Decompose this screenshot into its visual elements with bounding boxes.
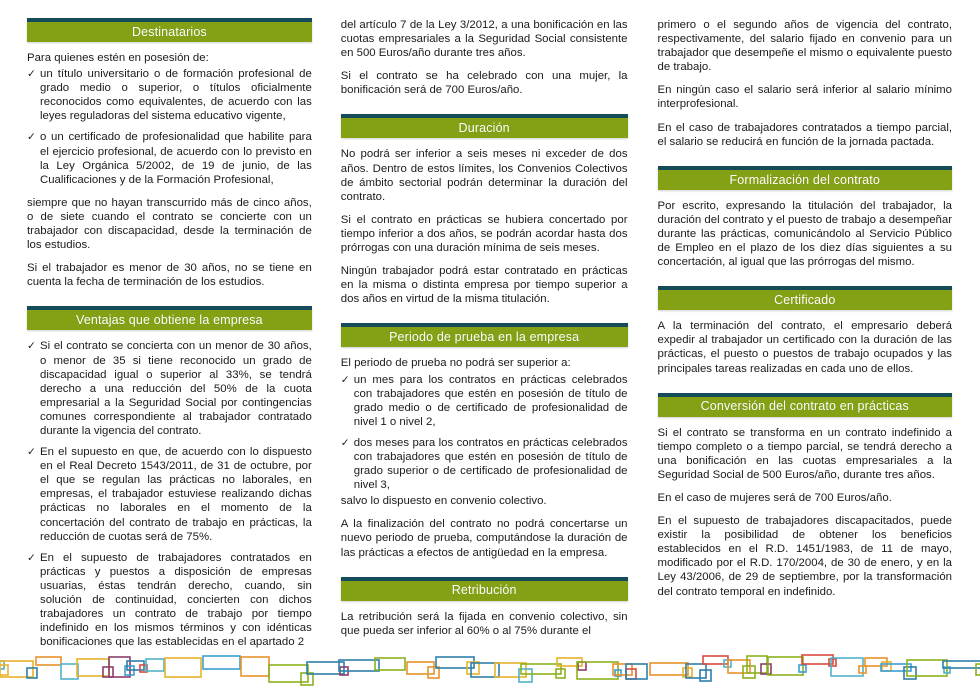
section-title: Certificado	[774, 292, 836, 307]
paragraph-certificado: A la terminación del contrato, el empresario deberá expedir al trabajador un certificado con la duración de las prácticas, el puesto o puestos de trabajo ocupados y las principales tareas realizadas en cada uno de ellos.	[657, 320, 953, 375]
list-item-text: un mes para los contratos en prácticas celebrados con trabajadores que estén en posesión de título de grado medio o de certificado de profesionalidad de nivel 1 o nivel 2,	[353, 373, 628, 428]
list-destinatarios	[27, 67, 312, 187]
list-periodo-prueba	[341, 373, 628, 493]
section-header-destinatarios	[27, 18, 312, 42]
list-item	[27, 551, 312, 650]
paragraph-destinatarios-intro: Para quienes estén en posesión de:	[27, 52, 209, 64]
list-item-text: En el supuesto en que, de acuerdo con lo dispuesto en el Real Decreto 1543/2011, de 31 de octubre, por el que se regulan las prácticas no laborales, en empresas, el trabajador estuviese realizando dichas prácticas no laborales en el momento de la concertación del contrato de trabajo en prácticas, la reducción de cuotas será de 75%.	[40, 446, 312, 543]
paragraph-periodo-prueba-salvo: salvo lo dispuesto en convenio colectivo.	[340, 495, 547, 508]
check-icon: ✓	[340, 373, 350, 386]
section-header-ventajas	[27, 306, 312, 330]
paragraph-duracion-limites: No podrá ser inferior a seis meses ni exceder de dos años. Dentro de estos límites, los Convenios Colectivos de ámbito sectorial podrán determinar la duración del contrato.	[340, 148, 628, 203]
paragraph-retribucion-parcial: En el caso de trabajadores contratados a tiempo parcial, el salario se reducirá en función de la jornada pactada.	[657, 121, 953, 148]
section-title: Periodo de prueba en la empresa	[389, 330, 580, 345]
check-icon: ✓	[27, 446, 36, 459]
check-icon: ✓	[27, 340, 36, 353]
list-item	[27, 130, 312, 186]
paragraph-periodo-prueba-final: A la finalización del contrato no podrá concertarse un nuevo periodo de prueba, computándose la duración de las prácticas a efectos de antigüedad en la empresa.	[340, 518, 628, 559]
paragraph-retribucion-smi: En ningún caso el salario será inferior al salario mínimo interprofesional.	[657, 84, 953, 111]
column-left	[14, 18, 325, 658]
list-item	[341, 436, 628, 492]
list-item-text: o un certificado de profesionalidad que habilite para el ejercicio profesional, de acuerdo con lo previsto en la Ley Orgánica 5/2002, de 19 de junio, de las Cualificaciones y de la Formación Profesional,	[40, 131, 312, 186]
check-icon: ✓	[27, 131, 36, 144]
section-header-formalizacion	[658, 166, 952, 190]
section-header-retribucion	[341, 577, 628, 601]
section-header-periodo-prueba	[341, 323, 628, 347]
list-item	[27, 445, 312, 544]
check-icon: ✓	[340, 436, 350, 449]
paragraph-bonificacion-mujer: Si el contrato se ha celebrado con una mujer, la bonificación será de 700 Euros/año.	[340, 70, 628, 97]
list-item-text: dos meses para los contratos en prácticas celebrados con trabajadores que estén en posesión de título de grado superior o de certificado de profesionalidad de nivel 3,	[353, 436, 628, 492]
section-header-duracion	[341, 114, 628, 138]
section-title: Formalización del contrato	[729, 172, 881, 187]
list-item	[27, 339, 312, 438]
column-middle	[325, 18, 636, 647]
list-item	[27, 67, 312, 123]
paragraph-conversion-discapacitados: En el supuesto de trabajadores discapacitados, puede existir la posibilidad de obtener los beneficios establecidos en el R.D. 1451/1983, de 11 de mayo, modificado por el R.D. 170/2004, de 30 de enero, y en la Ley 43/2006, de 29 de septiembre, por la transformación del contrato temporal en indefinido.	[657, 515, 953, 598]
list-item-text: En el supuesto de trabajadores contratados en prácticas y puestos a disposición de empresas usuarias, éstas tendrán derecho, cuando, sin solución de continuidad, concierten con dichos trabajadores un contrato de trabajo por tiempo indefinido en los mismos términos y con idénticas bonificaciones que las establecidas en el apartado 2	[40, 551, 312, 649]
paragraph-conversion: Si el contrato se transforma en un contrato indefinido a tiempo completo o a tiempo parcial, se tendrá derecho a una bonificación en las cuotas empresariales a la Seguridad Social de 500 Euros/año, durante tres años.	[657, 426, 953, 481]
footer-pattern-svg	[0, 645, 980, 693]
paragraph-periodo-prueba-intro: El periodo de prueba no podrá ser superior a:	[340, 357, 571, 370]
list-ventajas	[27, 339, 312, 649]
list-item	[341, 373, 628, 429]
section-title: Retribución	[451, 583, 517, 598]
list-item-text: un título universitario o de formación profesional de grado medio o superior, o títulos oficialmente reconocidos como equivalentes, de acuerdo con las leyes reguladoras del sistema educativo vigente,	[40, 68, 312, 123]
column-right	[636, 18, 966, 608]
paragraph-destinatarios-menor30: Si el trabajador es menor de 30 años, no se tiene en cuenta la fecha de terminación de los estudios.	[27, 262, 312, 289]
list-item-text: Si el contrato se concierta con un menor de 30 años, o menor de 35 si tiene reconocido un grado de discapacidad igual o superior al 33%, se tendrá derecho a una reducción del 50% de la cuota empresarial a la Seguridad Social por contingencias comunes correspondiente al trabajador contratado durante la vigencia del contrato.	[40, 340, 312, 437]
section-header-certificado	[658, 286, 952, 310]
paragraph-retribucion-intro: La retribución será la fijada en convenio colectivo, sin que pueda ser inferior al 60% o al 75% durante el	[340, 610, 628, 637]
paragraph-formalizacion: Por escrito, expresando la titulación del trabajador, la duración del contrato y el puesto de trabajo a desempeñar durante las prácticas, comunicándolo al Servicio Público de Empleo en el plazo de los diez días siguientes a su concertación, al igual que las prórrogas del mismo.	[657, 199, 953, 269]
section-header-conversion	[658, 393, 952, 417]
paragraph-duracion-maxima: Ningún trabajador podrá estar contratado en prácticas en la misma o distinta empresa por tiempo superior a dos años en virtud de la misma titulación.	[340, 265, 628, 306]
paragraph-bonificacion-cont: del artículo 7 de la Ley 3/2012, a una bonificación en las cuotas empresariales a la Seguridad Social consistente en 500 Euros/año durante tres años.	[340, 19, 628, 60]
paragraph-retribucion-cont: primero o el segundo años de vigencia del contrato, respectivamente, del salario fijado en convenio para un trabajador que desempeñe el mismo o equivalente puesto de trabajo.	[657, 19, 953, 74]
paragraph-conversion-mujeres: En el caso de mujeres será de 700 Euros/año.	[657, 491, 892, 504]
check-icon: ✓	[27, 551, 36, 564]
paragraph-duracion-prorrogas: Si el contrato en prácticas se hubiera concertado por tiempo inferior a dos años, se podrán acordar hasta dos prórrogas con una duración mínima de seis meses.	[340, 213, 628, 255]
paragraph-destinatarios-plazo: siempre que no hayan transcurrido más de cinco años, o de siete cuando el contrato se concierte con un trabajador con discapacidad, desde la terminación de los estudios.	[27, 196, 312, 252]
section-title: Ventajas que obtiene la empresa	[76, 313, 263, 328]
check-icon: ✓	[27, 68, 36, 81]
section-title: Destinatarios	[131, 24, 207, 39]
section-title: Conversión del contrato en prácticas	[700, 399, 909, 414]
section-title: Duración	[458, 121, 510, 136]
decorative-footer-band	[0, 645, 980, 693]
